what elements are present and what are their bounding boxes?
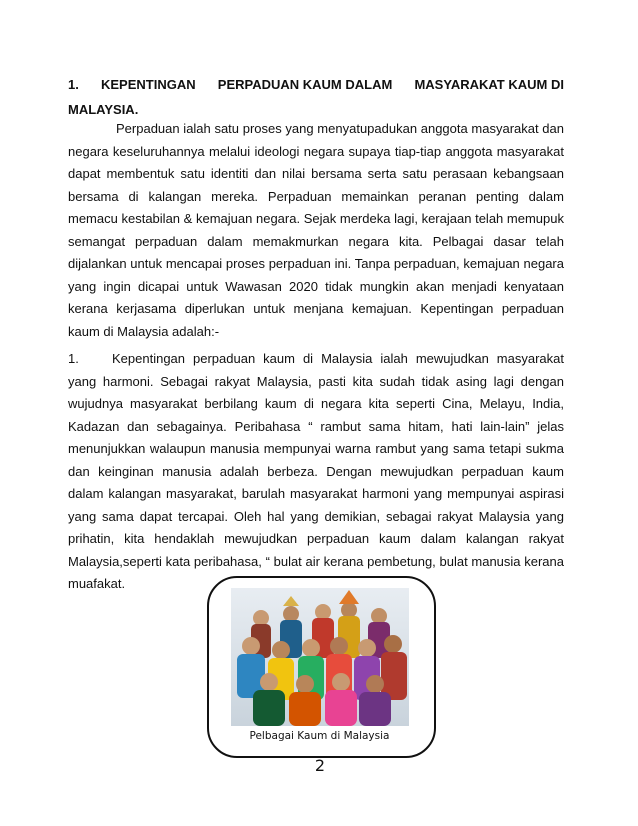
group-photo: [231, 588, 409, 726]
point-text: Kepentingan perpaduan kaum di Malaysia ialah mewujudkan masyarakat yang harmoni. Sebagai rakyat Malaysia, pasti kita sudah tidak asing lagi dengan wujudnya masyarakat berbilang kaum di negara kita seperti Cina, Melayu, India, Kadazan dan sebagainya. Peribahasa “ rambut sama hitam, hati lain-lain” jelas menunjukkan walaupun manusia mempunyai warna rambut yang sama tetapi sukma dan keinginan manusia adalah berbeza. Dengan mewujudkan perpaduan kaum dalam kalangan masyarakat, barulah masyarakat harmoni yang mempunyai aspirasi yang sama dapat tercapai. Oleh hal yang demikian, sebagai rakyat Malaysia yang prihatin, kita hendaklah mewujudkan perpaduan kaum dalam kalangan rakyat Malaysia,seperti kata peribahasa, “ bulat air kerana pembetung, bulat manusia kerana muafakat.: [68, 351, 564, 591]
intro-paragraph: Perpaduan ialah satu proses yang menyatupadukan anggota masyarakat dan negara keseluruhannya melalui ideologi negara supaya tiap-tiap anggota masyarakat dapat membentuk satu identiti dan nilai bersama serta satu perasaan kebangsaan bersama di kalangan mereka. Perpaduan memainkan peranan penting dalam memacu kestabilan & kemajuan negara. Sejak merdeka lagi, kerajaan telah memupuk semangat perpaduan dalam memakmurkan negara kita. Pelbagai dasar telah dijalankan untuk mencapai proses perpaduan ini. Tanpa perpaduan, kemajuan negara yang ingin dicapai untuk Wawasan 2020 tidak mungkin akan menjadi kenyataan kerana kerjasama diperlukan untuk menjana kemajuan. Kepentingan perpaduan kaum di Malaysia adalah:-: [68, 121, 564, 339]
heading-word-2: PERPADUAN KAUM DALAM: [217, 77, 393, 92]
heading-word-3: MASYARAKAT KAUM DI: [414, 77, 564, 92]
heading-word-1: KEPENTINGAN: [101, 77, 196, 92]
heading-line-2: MALAYSIA.: [68, 102, 139, 117]
point-number: 1.: [68, 351, 79, 366]
heading-number: 1.: [68, 77, 79, 92]
page-number: 2: [314, 756, 326, 775]
point-paragraph: [68, 348, 564, 596]
figure-caption: Pelbagai Kaum di Malaysia: [249, 730, 390, 742]
section-heading: [68, 72, 564, 122]
